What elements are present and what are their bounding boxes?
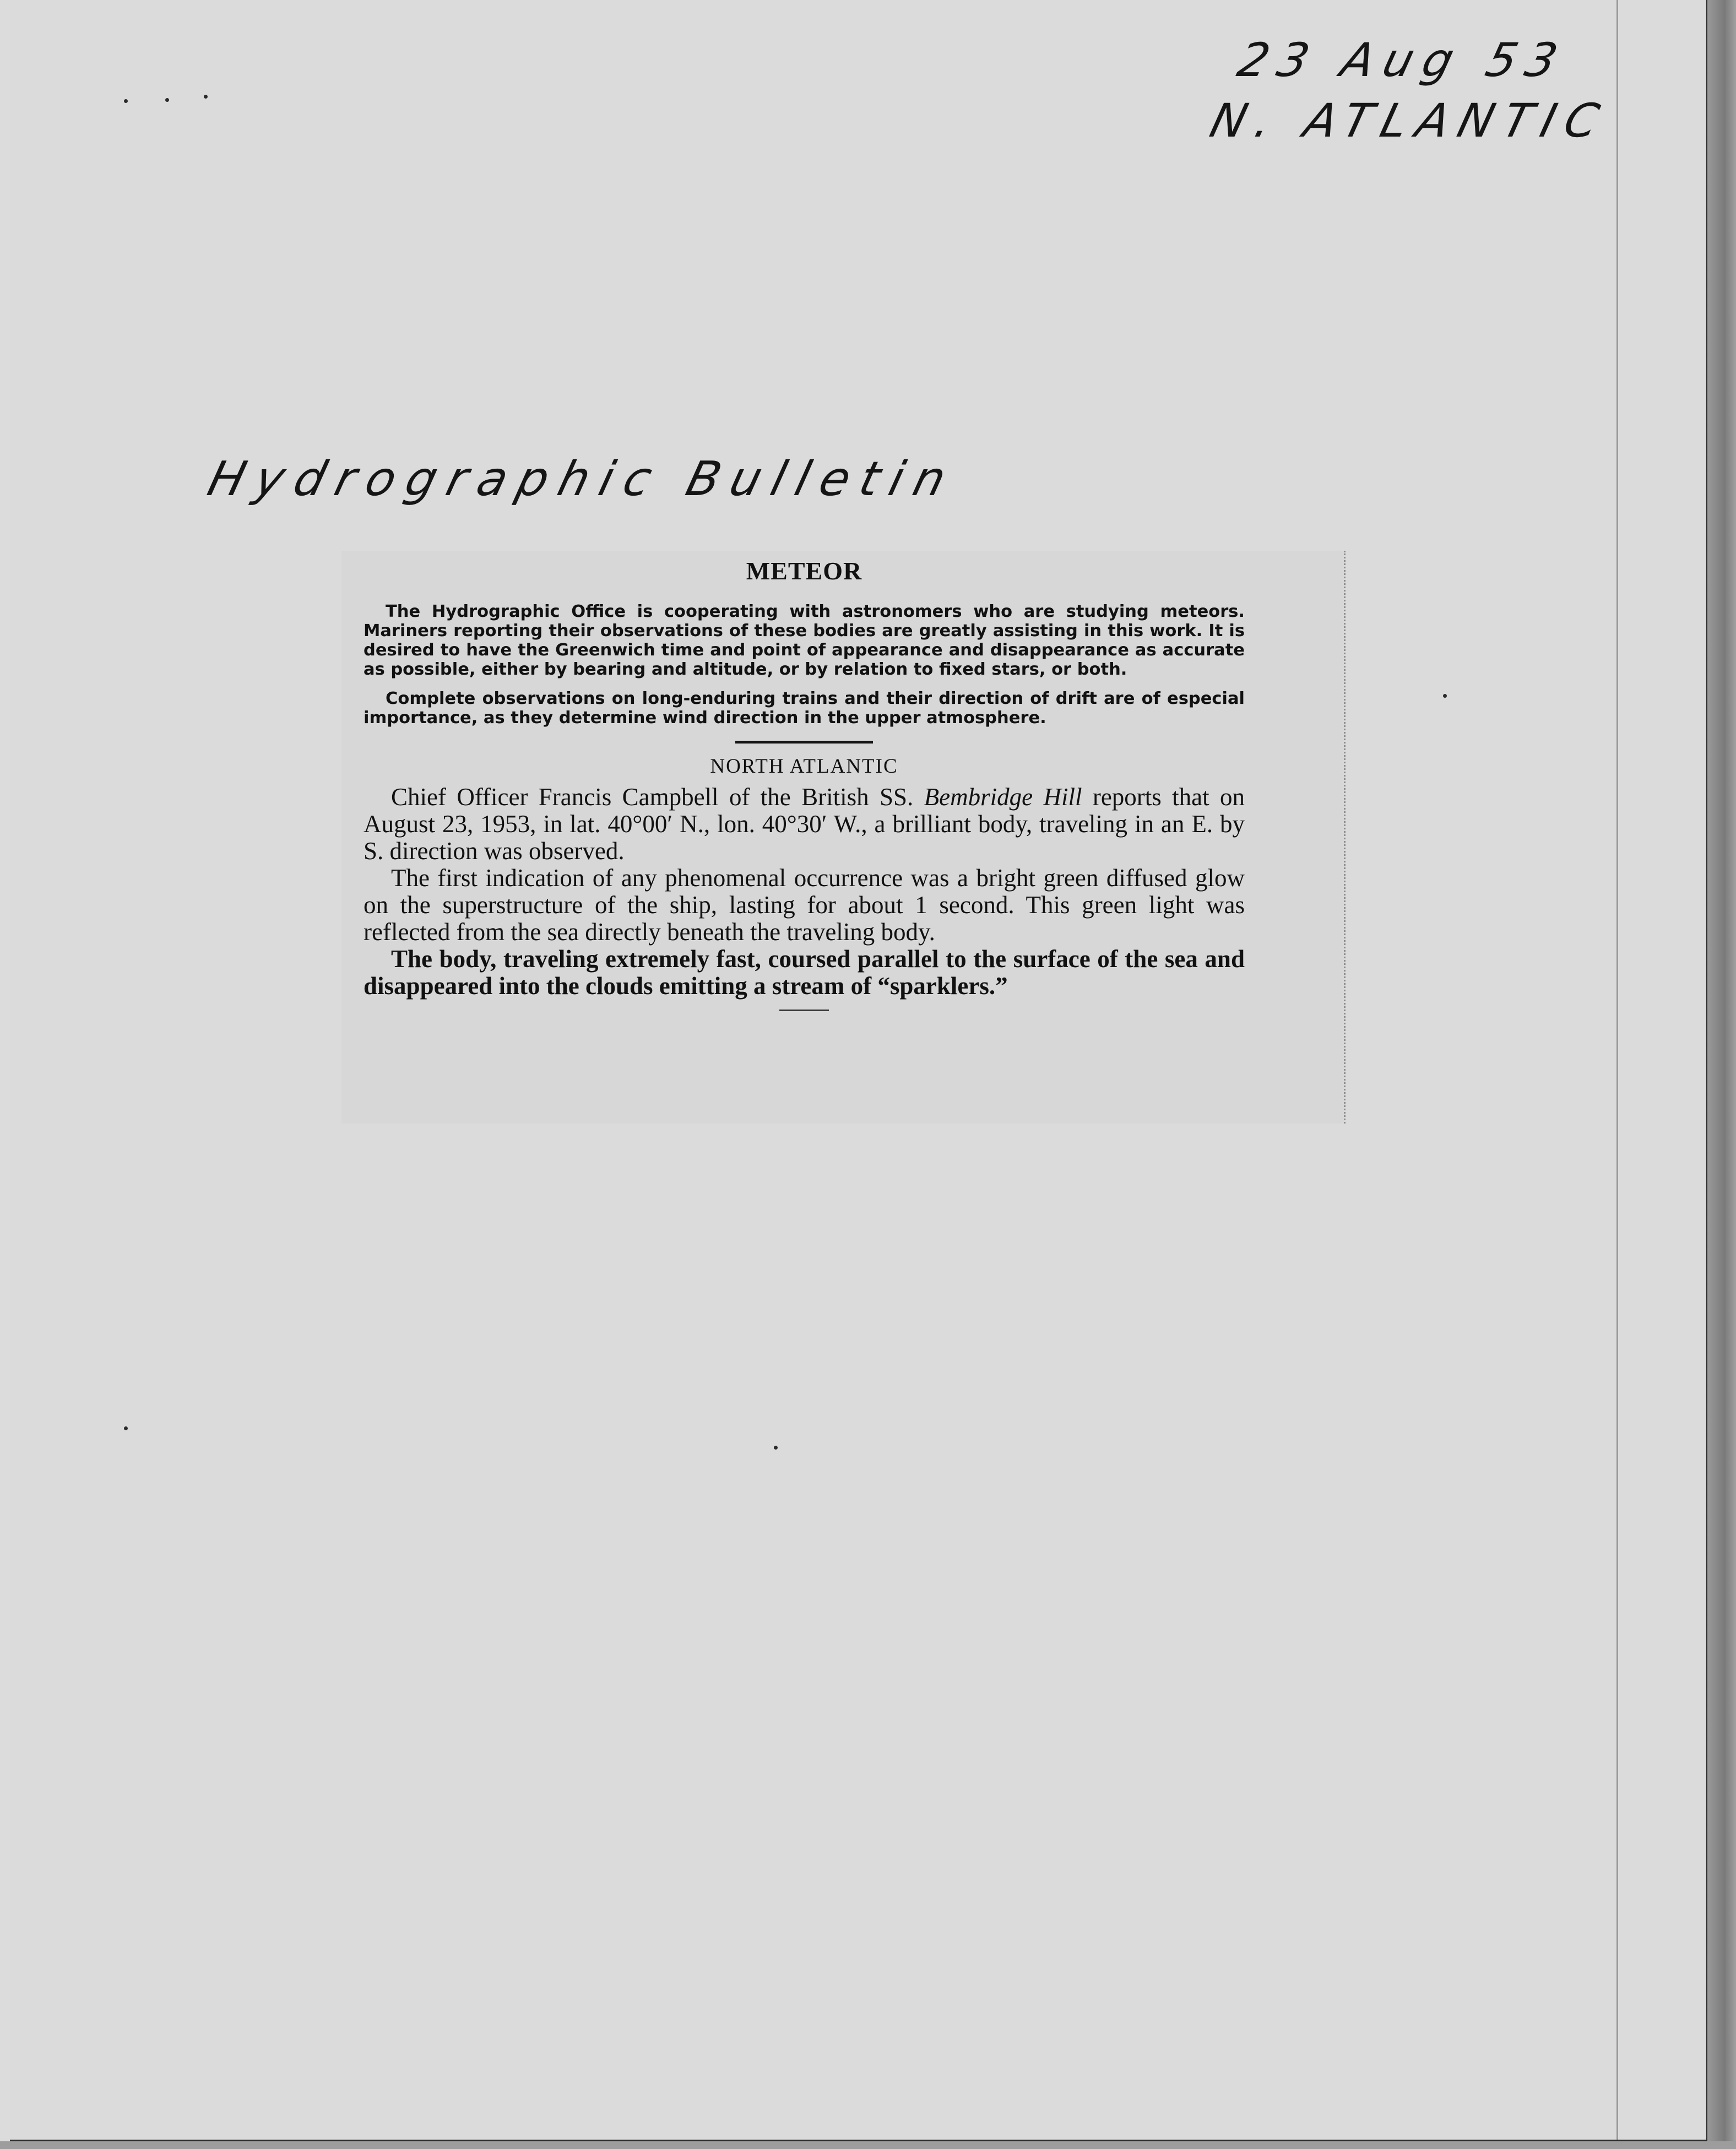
- handwritten-date: 23 Aug 53: [1232, 33, 1573, 87]
- scan-speck: [165, 98, 169, 102]
- report-text: reports that on August 23, 1953, in lat. 40°00′ N., lon. 40°30′ W., a brilliant body, traveling in an E. by S. direction was observed.: [364, 783, 1245, 865]
- clipping-headline: METEOR: [746, 557, 862, 585]
- scan-speck: [774, 1446, 778, 1450]
- report-paragraph: The body, traveling extremely fast, coursed parallel to the surface of the sea and disappeared into the clouds emitting a stream of “sparklers.”: [364, 945, 1245, 1000]
- scan-shadow-bottom: [0, 2141, 1736, 2149]
- intro-paragraph: The Hydrographic Office is cooperating with astronomers who are studying meteors. Mariners reporting their observations of these bodies are greatly assisting in this work. It is desired to have the Greenwich time and point of appearance and disappearance as accurate as possible, either by bearing and altitude, or by relation to fixed stars, or both.: [364, 602, 1245, 679]
- report-paragraph: The first indication of any phenomenal occurrence was a bright green diffused glow on the superstructure of the ship, lasting for about 1 second. This green light was reflected from the sea directly beneath the traveling body.: [364, 864, 1245, 946]
- intro-paragraph: Complete observations on long-enduring trains and their direction of drift are of especial importance, as they determine wind direction in the upper atmosphere.: [364, 689, 1245, 728]
- ship-name: Bembridge Hill: [924, 783, 1082, 811]
- report-paragraph: [364, 784, 1245, 865]
- section-heading: NORTH ATLANTIC: [710, 755, 898, 778]
- report-text: Chief Officer Francis Campbell of the British SS.: [391, 783, 924, 811]
- section-divider: [735, 741, 873, 744]
- handwritten-publication-name: Hydrographic Bulletin: [202, 452, 963, 507]
- scan-speck: [124, 1426, 128, 1430]
- end-divider: [779, 1010, 829, 1011]
- scan-speck: [1443, 694, 1447, 698]
- handwritten-region: N. ATLANTIC: [1205, 94, 1614, 148]
- scan-speck: [204, 95, 208, 99]
- clipping-text-column: [364, 556, 1245, 1011]
- newspaper-clipping: [341, 551, 1346, 1124]
- page-edge-line: [1616, 0, 1618, 2140]
- scan-speck: [124, 99, 128, 103]
- scan-shadow-right: [1707, 0, 1736, 2149]
